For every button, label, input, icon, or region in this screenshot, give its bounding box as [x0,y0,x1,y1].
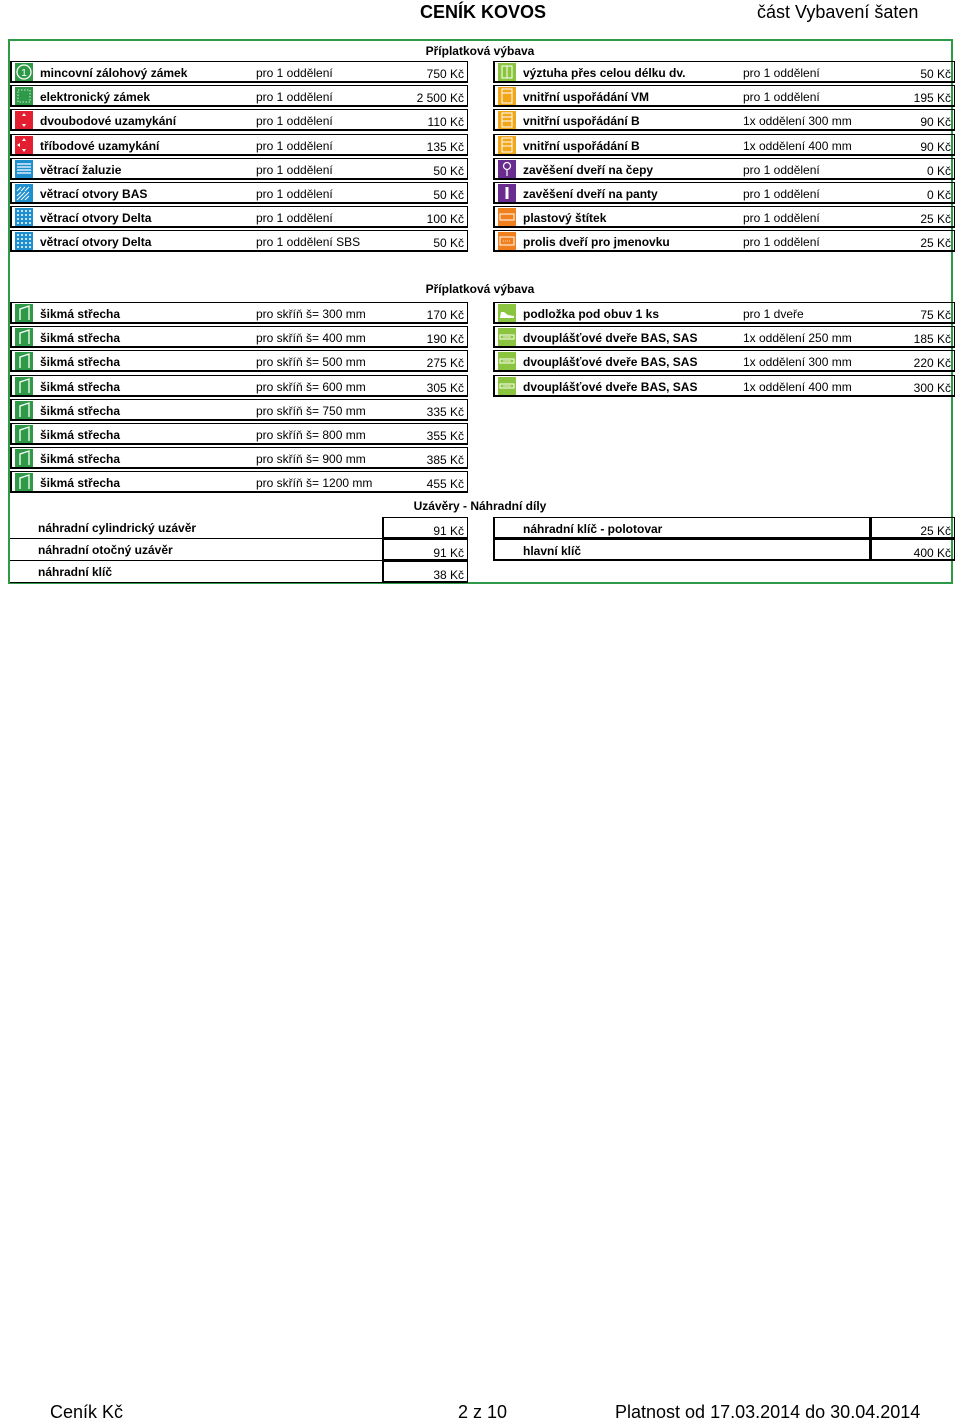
table-row [493,109,955,131]
table-row [493,182,955,204]
item-name: prolis dveří pro jmenovku [523,235,670,250]
table-row [10,230,468,252]
section-title-accessories-2: Příplatková výbava [425,282,535,296]
item-unit: pro skříň š= 600 mm [256,379,366,394]
item-unit: pro 1 oddělení [256,162,333,177]
table-row [493,158,955,180]
page-part: část Vybavení šaten [757,2,919,22]
item-unit: pro 1 oddělení [743,162,820,177]
item-price: 75 Kč [920,308,951,322]
item-name: šikmá střecha [40,355,121,370]
item-unit: pro 1 oddělení [256,90,333,105]
item-price: 455 Kč [426,477,464,492]
table-row [10,375,468,397]
item-unit: pro 1 oddělení [743,211,820,226]
sloped-roof-icon [15,473,33,491]
table-row [10,447,468,469]
item-price: 0 Kč [926,188,951,202]
interior-b-icon [498,111,516,129]
spare-part-price-box [870,517,955,539]
spare-part-price-box [382,561,468,583]
section-title-accessories-1: Příplatková výbava [425,44,535,58]
item-price: 335 Kč [426,404,464,419]
spare-part-name: náhradní klíč [38,565,113,579]
sloped-roof-icon [15,449,33,467]
item-name: šikmá střecha [40,452,121,467]
item-name: dvoubodové uzamykání [40,114,177,129]
item-unit: pro 1 oddělení [743,90,820,105]
item-name: dvouplášťové dveře BAS, SAS [523,331,698,346]
item-price: 355 Kč [426,429,464,443]
item-price: 750 Kč [426,67,464,81]
spare-part-name: náhradní otočný uzávěr [38,543,173,557]
dots-icon [15,232,33,250]
table-row [10,182,468,204]
item-name: větrací žaluzie [40,162,122,177]
footer-page-number: 2 z 10 [458,1402,508,1422]
item-price: 2 500 Kč [416,91,464,106]
table-row [10,350,468,372]
spare-part-price-box [382,539,468,561]
spare-part-name: hlavní klíč [523,544,582,558]
sloped-roof-icon [15,352,33,370]
item-name: šikmá střecha [40,331,121,346]
item-price: 50 Kč [433,188,464,202]
item-name: zavěšení dveří na panty [523,187,658,201]
table-row [10,109,468,131]
item-unit: pro 1 oddělení [743,187,820,201]
double-door-icon [498,377,516,395]
item-name: větrací otvory Delta [40,235,152,250]
table-row [10,326,468,348]
spare-part-price: 25 Kč [920,524,951,538]
hinge-icon [498,184,516,202]
item-price: 0 Kč [926,163,951,178]
item-price: 190 Kč [426,332,464,347]
item-name: větrací otvory Delta [40,211,152,226]
table-row [10,134,468,156]
table-row [10,206,468,228]
item-price: 305 Kč [426,380,464,395]
footer-currency: Ceník Kč [50,1402,124,1422]
item-name: dvouplášťové dveře BAS, SAS [523,355,698,370]
item-price: 25 Kč [920,212,951,227]
item-unit: pro skříň š= 800 mm [256,428,366,442]
table-row [10,158,468,180]
item-price: 110 Kč [427,115,464,130]
spare-part-price: 91 Kč [433,524,464,538]
nameplate-icon [498,232,516,250]
interior-vm-icon [498,87,516,105]
item-unit: pro skříň š= 900 mm [256,452,366,467]
item-unit: pro skříň š= 300 mm [256,307,366,321]
item-price: 50 Kč [433,236,464,251]
spare-part-price-box [870,539,955,561]
item-price: 275 Kč [426,356,464,371]
table-row [493,85,955,107]
item-name: vnitřní uspořádání B [523,138,640,153]
interior-b-icon [498,136,516,154]
item-unit: pro skříň š= 1200 mm [256,476,373,491]
three-point-lock-icon [15,136,33,154]
dots-icon [15,208,33,226]
page-title: CENÍK KOVOS [420,2,547,22]
item-price: 195 Kč [913,91,951,106]
item-unit: pro 1 oddělení [743,235,820,250]
item-name: elektronický zámek [40,90,151,105]
table-row [493,230,955,252]
table-row [493,134,955,156]
item-unit: 1x oddělení 300 mm [743,114,852,129]
item-name: zavěšení dveří na čepy [523,162,654,177]
item-price: 170 Kč [426,308,464,322]
pin-hinge-icon [498,160,516,178]
label-icon [498,208,516,226]
svg-text:1: 1 [21,68,27,79]
louver-icon [15,160,33,178]
section-title-spare-parts: Uzávěry - Náhradní díly [413,499,547,513]
item-unit: pro 1 oddělení [256,211,333,226]
item-price: 220 Kč [913,356,951,371]
item-price: 25 Kč [920,236,951,251]
item-name: větrací otvory BAS [40,187,148,201]
item-unit: pro skříň š= 400 mm [256,331,366,346]
item-price: 90 Kč [920,139,951,154]
spare-part-price: 91 Kč [433,546,464,560]
slots-icon [15,184,33,202]
item-price: 385 Kč [426,453,464,468]
item-price: 185 Kč [913,332,951,347]
sloped-roof-icon [15,401,33,419]
item-unit: 1x oddělení 400 mm [743,138,852,153]
item-name: mincovní zálohový zámek [40,66,188,80]
item-unit: pro 1 dveře [743,307,804,321]
spare-part-name: náhradní cylindrický uzávěr [38,521,197,535]
table-row [10,61,468,83]
item-name: vnitřní uspořádání VM [523,90,650,105]
table-row [10,399,468,421]
sloped-roof-icon [15,328,33,346]
item-unit: 1x oddělení 300 mm [743,355,852,370]
item-unit: pro 1 oddělení [256,114,333,129]
item-name: dvouplášťové dveře BAS, SAS [523,379,698,394]
item-unit: pro 1 oddělení [256,187,333,201]
item-name: tříbodové uzamykání [40,138,160,153]
item-name: šikmá střecha [40,476,121,491]
item-unit: pro 1 oddělení SBS [256,235,361,250]
spare-part-row [493,539,870,561]
table-row [493,61,955,83]
item-unit: pro skříň š= 500 mm [256,355,366,370]
spare-part-row [10,561,382,583]
table-row [493,302,955,324]
spare-part-name: náhradní klíč - polotovar [523,522,663,536]
footer-validity: Platnost od 17.03.2014 do 30.04.2014 [615,1402,921,1422]
spare-part-price-box [382,517,468,539]
item-unit: pro 1 oddělení [256,66,333,80]
sloped-roof-icon [15,425,33,443]
double-door-icon [498,352,516,370]
item-name: plastový štítek [523,211,607,226]
item-unit: 1x oddělení 250 mm [743,331,852,346]
item-name: výztuha přes celou délku dv. [523,66,686,80]
spare-part-row [493,517,870,539]
item-name: šikmá střecha [40,307,121,321]
keypad-icon [15,87,33,105]
item-name: šikmá střecha [40,379,121,394]
item-unit: pro 1 oddělení [743,66,820,80]
table-row [10,471,468,493]
shoe-rack-icon [498,304,516,322]
item-price: 300 Kč [913,380,951,395]
sloped-roof-icon [15,304,33,322]
table-row [493,206,955,228]
spare-part-price: 38 Kč [433,568,464,582]
item-price: 90 Kč [920,115,951,130]
table-row [10,423,468,445]
coin-icon [15,63,33,81]
table-row [493,350,955,372]
item-name: podložka pod obuv 1 ks [523,307,660,321]
item-unit: pro 1 oddělení [256,138,333,153]
item-price: 50 Kč [920,67,951,81]
stiffener-icon [498,63,516,81]
double-door-icon [498,328,516,346]
item-unit: pro skříň š= 750 mm [256,403,366,418]
table-row [10,302,468,324]
item-name: vnitřní uspořádání B [523,114,640,129]
table-row [493,326,955,348]
item-name: šikmá střecha [40,428,121,442]
item-unit: 1x oddělení 400 mm [743,379,852,394]
item-name: šikmá střecha [40,403,121,418]
item-price: 100 Kč [426,212,464,227]
two-point-lock-icon [15,111,33,129]
spare-part-row [10,539,382,561]
table-row [10,85,468,107]
item-price: 50 Kč [433,163,464,178]
item-price: 135 Kč [426,139,464,154]
table-row [493,375,955,397]
spare-part-price: 400 Kč [913,546,951,560]
sloped-roof-icon [15,377,33,395]
spare-part-row [10,517,382,539]
